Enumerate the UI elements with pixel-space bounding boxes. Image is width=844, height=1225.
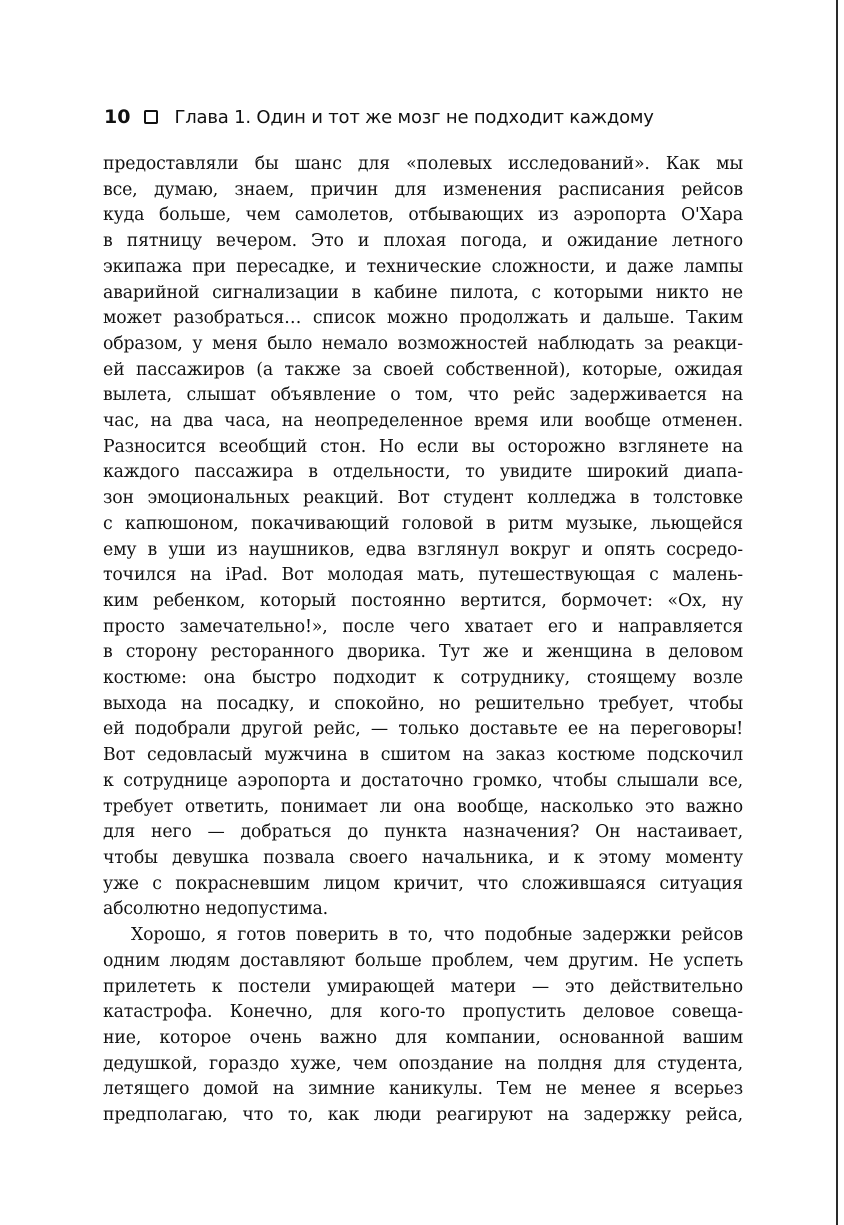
text-line: все, думаю, знаем, причин для изменения расписания рейсов	[103, 179, 743, 200]
text-line: ему в уши из наушников, едва взглянул вокруг и опять сосредо-	[103, 539, 743, 560]
text-line: аварийной сигнализации в кабине пилота, с которыми никто не	[103, 282, 743, 303]
text-line: требует ответить, понимает ли она вообще, насколько это важно	[103, 796, 743, 817]
page-header	[104, 104, 654, 130]
paragraph-2	[103, 923, 743, 1129]
text-line: одним людям доставляют больше проблем, чем другим. Не успеть	[103, 950, 743, 971]
page-edge-line	[836, 0, 838, 1225]
text-line: предполагаю, что то, как люди реагируют на задержку рейса,	[103, 1105, 743, 1126]
text-line: костюме: она быстро подходит к сотруднику, стоящему возле	[103, 668, 743, 689]
text-line: чтобы девушка позвала своего начальника, и к этому моменту	[103, 847, 743, 868]
text-line: летящего домой на зимние каникулы. Тем не менее я всерьез	[103, 1079, 743, 1100]
text-line: экипажа при пересадке, и технические сложности, и даже лампы	[103, 256, 743, 277]
text-line: Хорошо, я готов поверить в то, что подобные задержки рейсов	[131, 925, 743, 946]
text-line: в сторону ресторанного дворика. Тут же и женщина в деловом	[103, 642, 743, 663]
text-line: час, на два часа, на неопределенное время или вообще отменен.	[103, 411, 743, 432]
text-line: ким ребенком, который постоянно вертится, бормочет: «Ох, ну	[103, 590, 743, 611]
text-line: зон эмоциональных реакций. Вот студент колледжа в толстовке	[103, 488, 743, 509]
text-line: может разобраться… список можно продолжать и дальше. Таким	[103, 308, 743, 329]
text-line: точился на iPad. Вот молодая мать, путешествующая с малень-	[103, 565, 743, 586]
running-head: Глава 1. Один и тот же мозг не подходит каждому	[174, 106, 654, 128]
text-line: дедушкой, гораздо хуже, чем опоздание на полдня для студента,	[103, 1053, 743, 1074]
text-line: вылета, слышат объявление о том, что рейс задерживается на	[103, 385, 743, 406]
text-line: Вот седовласый мужчина в сшитом на заказ костюме подскочил	[103, 745, 743, 766]
text-line: предоставляли бы шанс для «полевых исследований». Как мы	[103, 154, 743, 174]
text-line: к сотруднице аэропорта и достаточно громко, чтобы слышали все,	[103, 770, 743, 791]
text-line: прилететь к постели умирающей матери — это действительно	[103, 976, 743, 997]
text-line: Разносится всеобщий стон. Но если вы осторожно взглянете на	[103, 436, 743, 457]
text-line: катастрофа. Конечно, для кого-то пропустить деловое совеща-	[103, 1002, 743, 1023]
text-line: в пятницу вечером. Это и плохая погода, и ожидание летного	[103, 231, 743, 252]
text-line: просто замечательно!», после чего хватает его и направляется	[103, 616, 743, 637]
text-line: ей пассажиров (а также за своей собственной), которые, ожидая	[103, 359, 743, 380]
page-number: 10	[104, 106, 131, 128]
text-line: уже с покрасневшим лицом кричит, что сложившаяся ситуация	[103, 873, 743, 894]
text-line: для него — добраться до пункта назначения? Он настаивает,	[103, 822, 743, 843]
text-line: образом, у меня было немало возможностей наблюдать за реакци-	[103, 333, 743, 354]
paragraph-1	[103, 152, 743, 923]
square-bullet-icon	[144, 110, 158, 124]
text-line: ей подобрали другой рейс, — только доставьте ее на переговоры!	[103, 719, 743, 740]
text-line: с капюшоном, покачивающий головой в ритм музыке, льющейся	[103, 513, 743, 534]
text-line: ние, которое очень важно для компании, основанной вашим	[103, 1027, 743, 1048]
body-text	[103, 152, 743, 1129]
text-line: абсолютно недопустима.	[103, 899, 328, 920]
text-line: выхода на посадку, и спокойно, но решительно требует, чтобы	[103, 693, 743, 714]
text-line: каждого пассажира в отдельности, то увидите широкий диапа-	[103, 462, 743, 483]
text-line: куда больше, чем самолетов, отбывающих из аэропорта О'Хара	[103, 205, 743, 226]
